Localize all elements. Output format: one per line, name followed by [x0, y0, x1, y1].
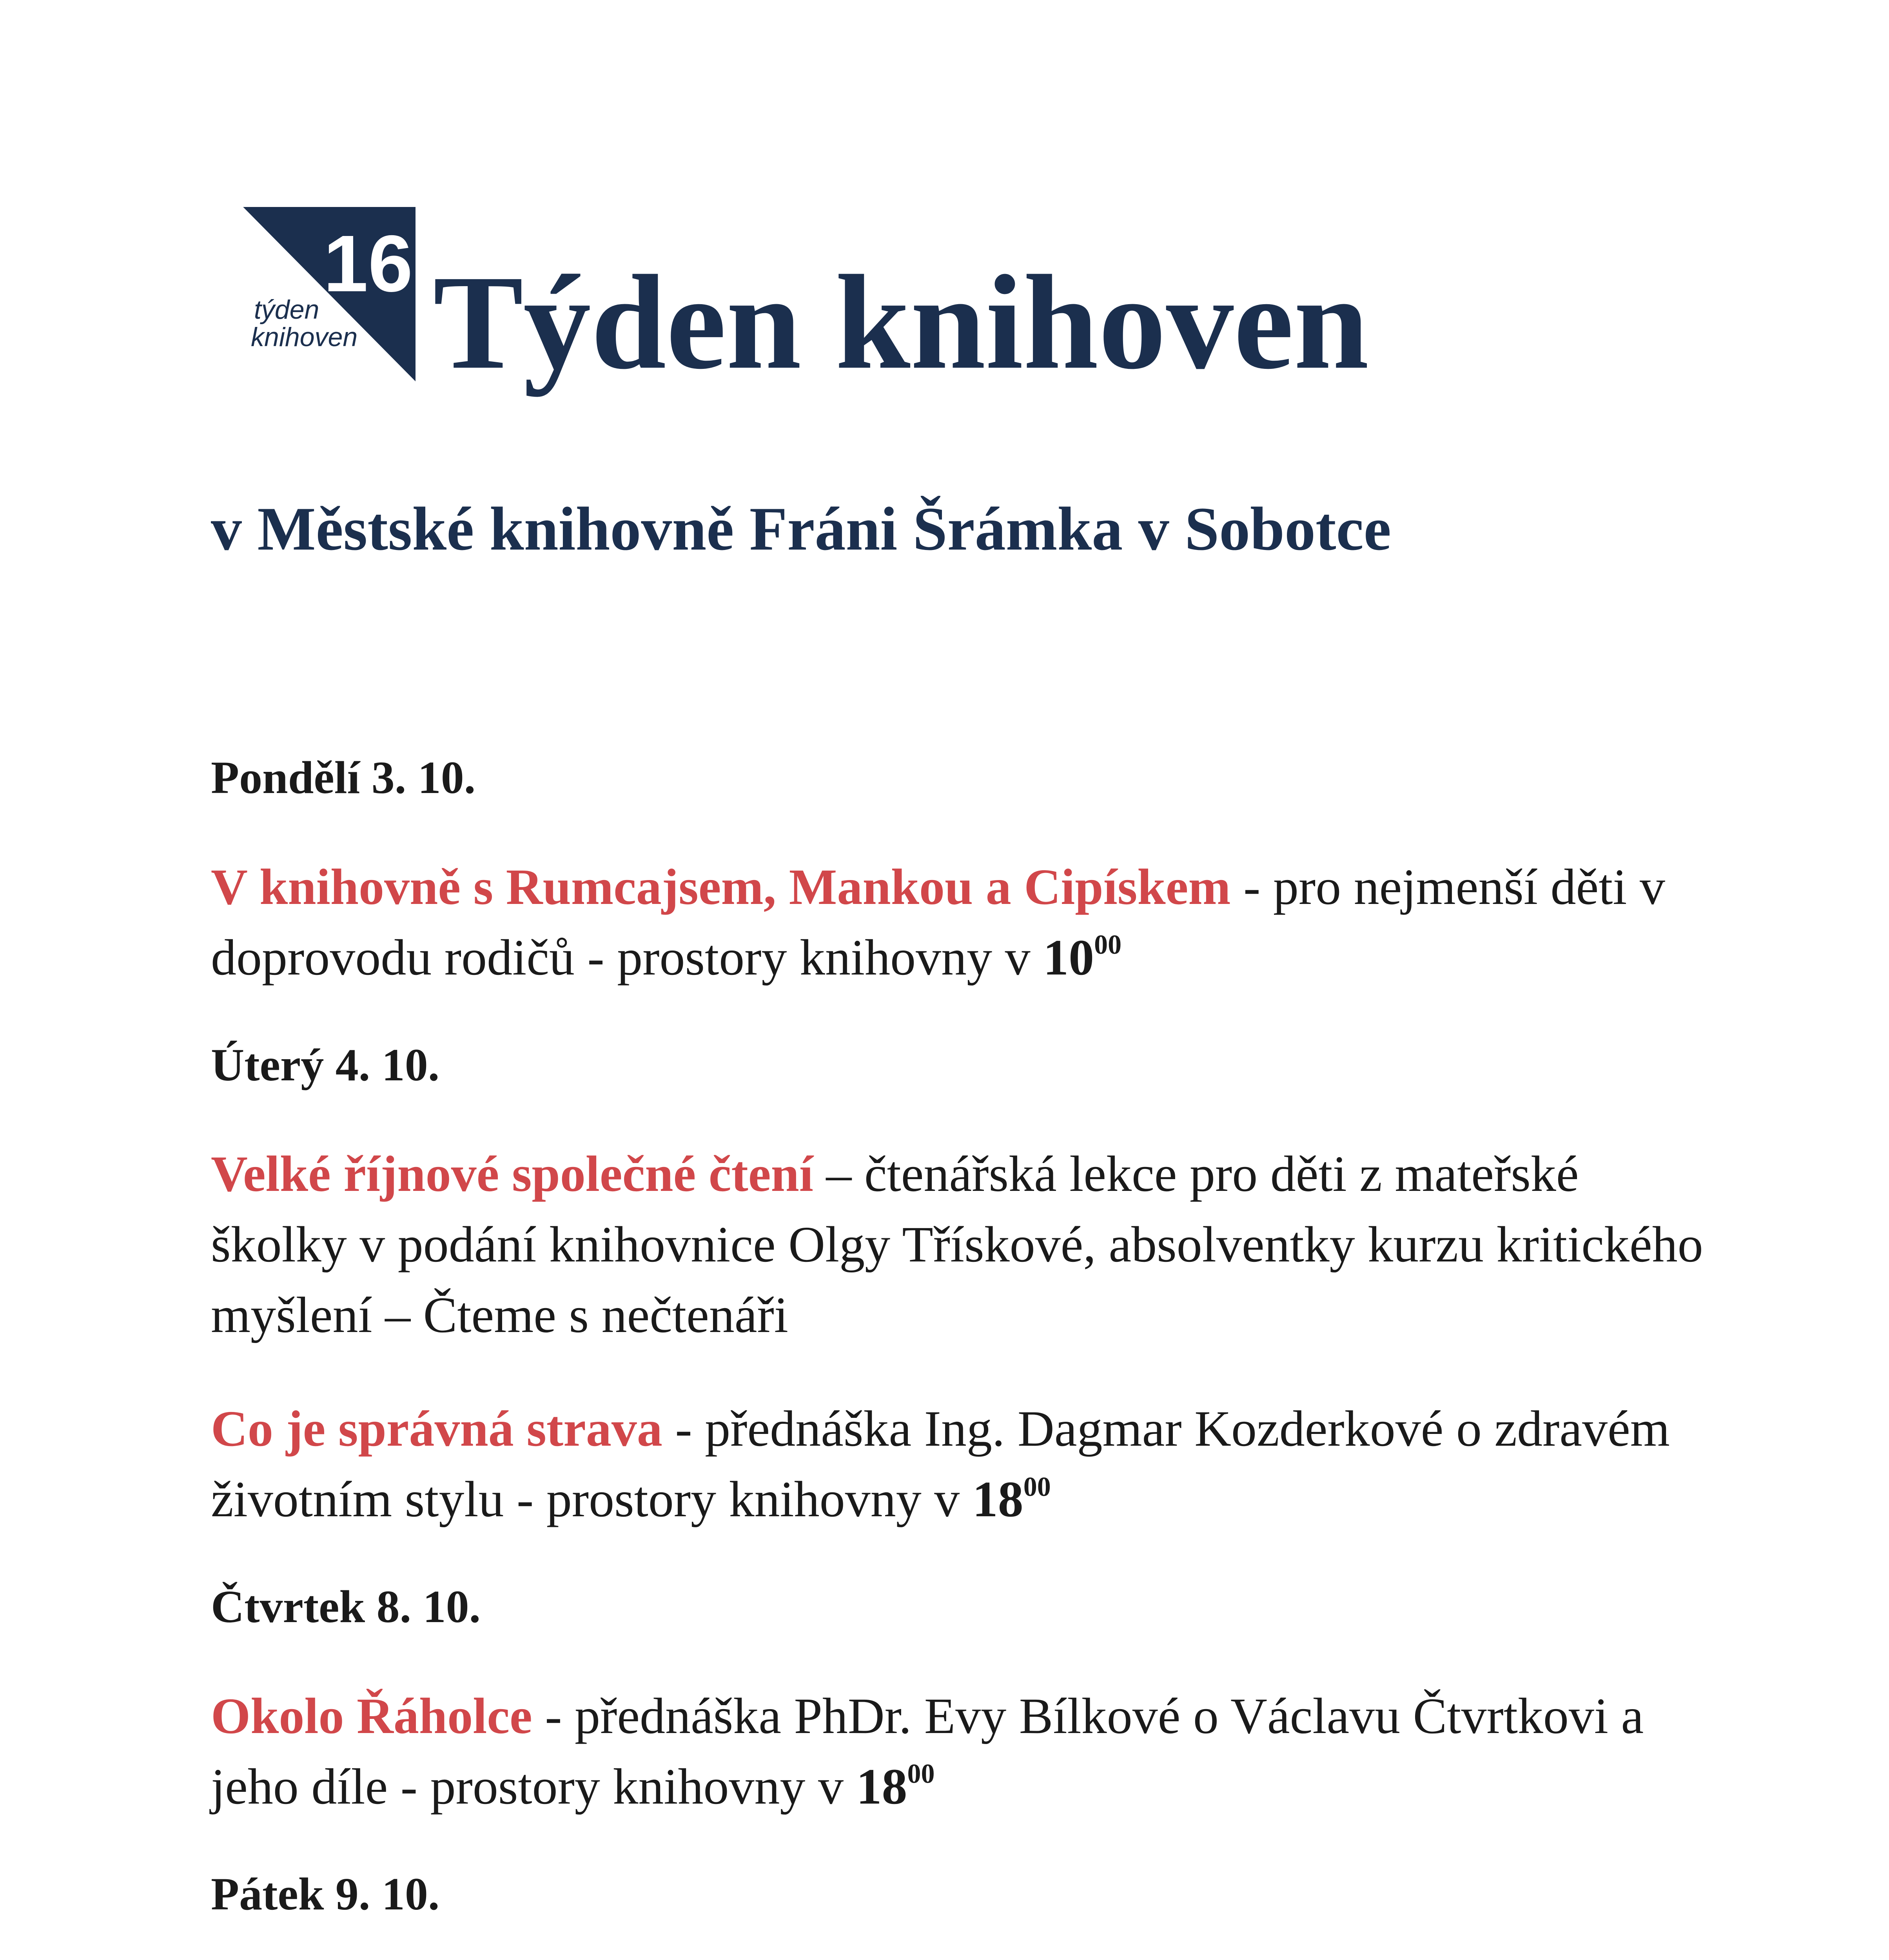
event-title: V knihovně s Rumcajsem, Mankou a Cipískem — [211, 858, 1231, 915]
logo-text-1: týden — [254, 295, 319, 325]
day-heading: Pátek 9. 10. — [211, 1868, 440, 1920]
day-heading: Pondělí 3. 10. — [211, 752, 476, 803]
day-heading: Úterý 4. 10. — [211, 1039, 440, 1091]
event-description: - přednáška PhDr. Evy Bílkové o Václavu Čtvrtkovi a jeho díle - prostory knihovny v — [211, 1688, 1644, 1815]
event-item — [211, 1394, 1724, 1535]
page-title: Týden knihoven — [433, 247, 1369, 397]
page-subtitle: v Městské knihovně Fráni Šrámka v Sobotce — [211, 495, 1391, 563]
logo-text-2: knihoven — [251, 322, 358, 352]
event-title: Co je správná strava — [211, 1401, 662, 1457]
event-item — [211, 1681, 1724, 1822]
event-item — [211, 852, 1724, 993]
tyden-knihoven-logo — [243, 207, 416, 381]
event-time: $18^{00}$ — [972, 1471, 1051, 1528]
event-time: $10^{00}$ — [1043, 929, 1122, 986]
logo-number: 16 — [323, 219, 413, 309]
program-list — [211, 749, 1724, 1960]
event-title: Okolo Řáholce — [211, 1688, 532, 1744]
event-description: - pro nejmenší děti v doprovodu rodičů - prostory knihovny v — [211, 858, 1665, 986]
day-heading: Čtvrtek 8. 10. — [211, 1581, 481, 1632]
event-time: $18^{00}$ — [856, 1758, 935, 1815]
event-item — [211, 1139, 1724, 1350]
event-title: Velké říjnové společné čtení — [211, 1146, 813, 1202]
event-description: - přednáška Ing. Dagmar Kozderkové o zdravém životním stylu - prostory knihovny v — [211, 1401, 1670, 1528]
event-description: – čtenářská lekce pro děti z mateřské školky v podání knihovnice Olgy Třískové, absolventky kurzu kritického myšlení – Čteme s nečtenáři — [211, 1146, 1703, 1343]
